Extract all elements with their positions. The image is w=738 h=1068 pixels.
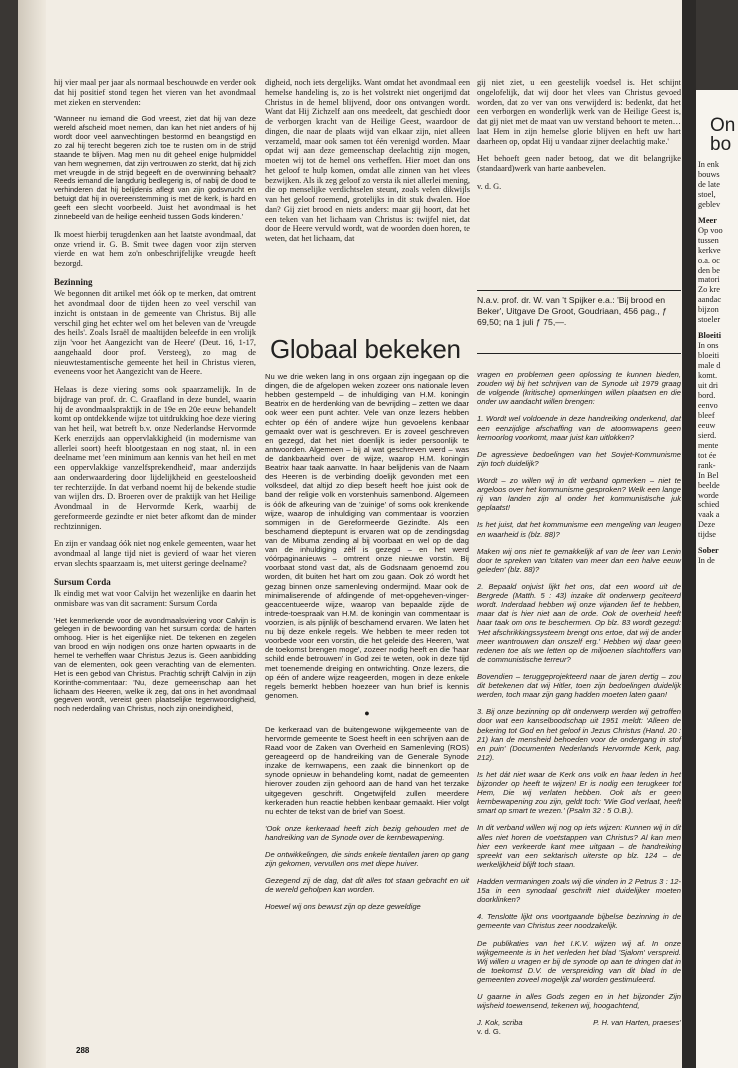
letter-paragraph: De agressieve bedoelingen van het Sovjet-Kommunisme zijn toch duidelijk? [477, 449, 681, 468]
section-heading-bezinning: Bezinning [54, 276, 93, 287]
paragraph: Ik moest hierbij terugdenken aan het laatste avondmaal, dat onze vriend ir. G. B. Smit twee dagen voor zijn sterven vierde en wat hem zo'n onbeschrijfelijke vreugde heeft bezorgd. [54, 229, 256, 268]
binding-gap [682, 0, 696, 1068]
facing-text-line: de late [698, 179, 720, 189]
facing-text-line: tussen [698, 235, 719, 245]
facing-text-line: sierd. [698, 430, 717, 440]
facing-text-line: tijdse [698, 530, 716, 540]
facing-text-line: kerkve [698, 245, 721, 255]
facing-text-line: Deze [698, 520, 716, 530]
letter-paragraph: Bovendien – teruggeprojekteerd naar de jaren dertig – zou dit betekenen dat wij Hitler, toen zijn bedoelingen duidelijk werden, toch maar zijn gang hadden moeten laten gaan! [477, 671, 681, 700]
facing-heading: Sober [698, 546, 719, 556]
page-gutter-shadow [18, 0, 46, 1068]
letter-paragraph: De publikaties van het I.K.V. wijzen wij af. In onze wijkgemeente is in het verleden het blad 'Sjalom' verspreid. Wij willen u vragen er bij de synode op aan te dringen dat in de toekomst D.V. de verspreiding van dit blad in de gemeenten zoveel mogelijk zal worden gestimuleerd. [477, 938, 681, 985]
facing-text-line: bleef [698, 410, 715, 420]
facing-headline: On [710, 115, 736, 136]
paragraph: Helaas is deze viering soms ook spaarzamelijk. In de bijdrage van prof. dr. C. Graafland in deze bundel, waarin hij de avondmaalspraktijk in de 19e en 20e eeuw behandelt komt op ontdekkende wijze tot uitdrukking hoe deze viering van het heil, wat betreft b.v. onze Nederlandse Hervormde Kerk enerzijds aan oppervlakkigheid (in modernisme van allerlei soort) heeft blootgestaan en nog staat, nl. in een deelname met 'een minimum aan kennis van het heil en met een oppervlakkige vanzelfsprekendheid', maar anderzijds aan onderwaardering door lijdelijkheid en geesteloosheid ter rechterzijde. In dat verband noemt hij de bekende studie van wijlen drs. D. Broeren over de praktijk van het Heilige Avondmaal in de Hervormde Kerk, waarbij de gereformeerde gezindte er niet beter afkomt dan de minder rechtzinnigen. [54, 385, 256, 531]
facing-text-line: stoel, [698, 189, 716, 199]
letter-paragraph: De ontwikkelingen, die sinds enkele tientallen jaren op gang zijn gekomen, vervullen ons met diepe huiver. [265, 850, 469, 869]
paragraph: Het behoeft geen nader betoog, dat we dit belangrijke (standaard)werk van harte aanbevelen. [477, 154, 681, 173]
facing-text-line: den be [698, 265, 720, 275]
facing-text-line: worde [698, 490, 719, 500]
column-2 [265, 78, 470, 328]
facing-text-line: geblev [698, 199, 721, 209]
facing-text-line: bouws [698, 169, 720, 179]
facing-heading: Bloeiti [698, 331, 722, 341]
page-number: 288 [76, 1046, 90, 1055]
letter-paragraph: Is het dát niet waar de Kerk ons volk en haar leden in het bijzonder op heeft te wijzen! Er is nodig een terugkeer tot Hem, Die wij verlaten hebben. Ook als er geen kernbewapening zou zijn, geldt toch: 'Wie God verlaat, heeft smart op smart te vrezen.' (Psalm 32 : 5 O.B.). [477, 769, 681, 816]
column-4 [265, 372, 469, 1022]
facing-text-line: male d [698, 361, 721, 371]
facing-text-line: eeuw [698, 420, 716, 430]
facing-text-line: uit dri [698, 381, 719, 391]
letter-paragraph: 4. Tenslotte lijkt ons voortgaande bijbelse bezinning in de gemeente van Christus zeer noodzakelijk. [477, 912, 681, 931]
facing-text-line: In enk [698, 160, 719, 169]
facing-text-line: Zo kre [698, 285, 720, 295]
letter-paragraph: 'Ook onze kerkeraad heeft zich bezig gehouden met de handreiking van de Synode over de kernbewapening. [265, 823, 469, 842]
author-signature: v. d. G. [477, 181, 502, 191]
facing-text-line: vaak a [698, 510, 720, 520]
facing-text-line: In ons [698, 341, 719, 351]
column-5 [477, 370, 681, 1037]
facing-text-line: rank- [698, 460, 716, 470]
author-signature: v. d. G. [477, 1027, 501, 1037]
letter-paragraph: Hadden vermaningen zoals wij die vinden in 2 Petrus 3 : 12-15a in een synodaal geschrift niet duidelijker moeten doorklinken? [477, 877, 681, 905]
paragraph: Ik eindig met wat voor Calvijn het wezenlijke en daarin het onmisbare was van dit sacrament: Sursum Corda [54, 589, 256, 608]
facing-text-line: o.a. oc [698, 255, 720, 265]
letter-paragraph: Hoewel wij ons bewust zijn op deze geweldige [265, 902, 421, 912]
column-1 [54, 78, 256, 1030]
facing-heading: Meer [698, 215, 717, 225]
letter-paragraph: Gezegend zij de dag, dat dit alles tot staan gebracht en uit de wereld geholpen kan worden. [265, 876, 469, 895]
column-3 [477, 78, 681, 278]
facing-text-line: In de [698, 556, 715, 566]
paragraph: hij vier maal per jaar als normaal beschouwde en verder ook dat hij positief stond tegen het vieren van het avondmaal met zieken en stervenden: [54, 78, 256, 107]
facing-text-line: bijzon [698, 305, 719, 315]
facing-text-line: stoeler [698, 315, 721, 325]
paragraph: Nu we drie weken lang in ons orgaan zijn ingegaan op die dingen, die de afgelopen weken zozeer ons nationale leven hebben gestempeld – de inhuldiging van H.M. koningin Beatrix en de herdenking van de bevrijding – zetten we daar ook weer een punt achter. Vele van onze lezers hebben echter op één of andere wijze hun gevoelens kenbaar gemaakt over wat is geschreven. Er is zoveel geschreven en gezegd, dat het niet doenlijk is ieder persoonlijk te antwoorden. Algemeen – bij al wat geschreven werd – was de dankbaarheid over de wijze, waarop H.M. koningin Beatrix haar taak aanvatte. In haar belijdenis van de Naam des Heeren is de verbinding doelijk gevonden met een volksdeel, dat altijd zo diep beseft heeft hoe juist ook de band der religie volk en vorstenhuis samenbond. Algemeen is óók de afkeuring van de 'zuinige' of soms ook krenkende wijze, waarop de inhuldiging van commentaar is voorzien sommigen in de Gereformeerde Gezindte. Als een beschamend dieptepunt is ervaren wat op de zendingsdag van de Mibuma zending al bij voorbaat en wel op de dag van de inhuldiging zèlf is gezegd – en het werd vóórpaginanieuws – omtrent onze nieuwe vorstin. Bij voorbaat stond vast dat, als de Godsnaam genoemd zou worden, dit buiten het hart om zou gaan. Ook zó wordt het gezag binnen onze samenleving ondermijnd. Maar ook de minimaliserende of afdingende of met-opgeheven-vinger-geaccentueerde wijze, waarop van bepaalde zijde de intrede-toespraak van H.M. de koningin van commentaar is voorzien, is als pijnlijk of beschamend ervaren. We laten het nu bij deze enkele regels. We hebben te meer reden tot voorbede voor een vorstin, die het geleide des Heeren, 'wat de toekomst brengen moge', zozeer nodig heeft en die 'haar schild ende betrouwen' in God zei te weten, ook in deze tijd met toenemende dreiging en ontwrichting. Onze lezers, die op één of andere wijze reageerden, mogen in deze enkele regels bemerkt hebben hoezeer van hun brief is kennis genomen. [265, 372, 469, 700]
paragraph: We begonnen dit artikel met óók op te merken, dat omtrent het avondmaal door de tijden heen zo veel verschil van inzicht is ontstaan in de gemeente van Christus. Bij alle verschil ging het echter wel om het beleven van de 'vreugde des heils'. Zoals Israël de maaltijden beleefde in een vrolijk zijn 'voor het Aangezicht van de Heere' (Deut. 16, 1-17, aangehaald door prof. Versteeg), zo mag de nieuwtestamentische gemeente het heil in Christus vieren, eveneens voor het Aangezicht van de Heere. [54, 289, 256, 377]
letter-signatories [477, 1018, 681, 1027]
facing-text-line: In Bel [698, 470, 719, 480]
section-heading-sursum-corda: Sursum Corda [54, 576, 111, 587]
letter-paragraph: Is het juist, dat het kommunisme een mengeling van leugen en waarheid is (blz. 88)? [477, 520, 681, 539]
facing-text-line: bloeiti [698, 351, 720, 361]
letter-paragraph: U gaarne in alles Gods zegen en in het bijzonder Zijn wijsheid toewensend, tekenen wij, hoogachtend, [477, 992, 681, 1011]
calvin-quote: 'Wanneer nu iemand die God vreest, ziet dat hij van deze wereld afscheid moet nemen, dan kan het niet anders of hij wordt door veel aanvechtingen bestormd en beangstigd en zo zal hij terecht begeren zich toe te rusten om in de strijd staande te blijven. Mag men nu dit geheel enige hulpmiddel van hem wegnemen, dat zijn vertrouwen zo sterkt, dat hij zich met vreugde in de strijd begeeft en de overwinning behaalt? Reeds iemand die langdurig bedlegerig is, of nabij de dood te verhinderen dat hij belijdenis aflegt van zijn godsvrucht en betuigt dat hij in overeenstemming is met de kerk, is hard en geeft een slecht voorbeeld. Juist het avondmaal is het zinnebeeld van de heilige eenheid tussen Gods kinderen.' [54, 114, 256, 221]
letter-paragraph: Wordt – zo willen wij in dit verband opmerken – niet te argeloos over het kommunisme gesproken? Welk een lange rij van landen zijn al onder het kommunistische juk geplaatst! [477, 475, 681, 513]
paragraph: En zijn er vandaag óók niet nog enkele gemeenten, waar het avondmaal al lange tijd niet is gevierd of waar het vieren ervan slechts spaarzaam is, met uiterst geringe deelname? [54, 539, 256, 568]
praeses-signature: P. H. van Harten, praeses' [593, 1018, 681, 1028]
facing-text-line: eenvo [698, 400, 718, 410]
facing-text-line: Op voo [698, 225, 723, 235]
letter-paragraph: Maken wij ons niet te gemakkelijk af van de leer van Lenin door te spreken van 'citaten van meer dan een halve eeuw geleden' (blz. 88)? [477, 546, 681, 574]
letter-paragraph: 3. Bij onze bezinning op dit onderwerp werden wij getroffen door wat een kanselboodschap uit 1951 meldt: 'Alleen de bekering tot God en het geloof in Jezus Christus (Hand. 20 : 21) kan de mensheid behoeden voor de ondergang in stof en puin' (Documenten Nederlands Hervormde Kerk, pag. 212). [477, 707, 681, 762]
facing-text-line: aandac [698, 295, 722, 305]
facing-page-fragment [696, 90, 738, 1068]
paragraph: digheid, noch iets dergelijks. Want omdat het avondmaal een hemelse handeling is, zo is het volstrekt niet ongerijmd dat Christus in de hemel blijvend, door ons ontvangen wordt. Want dat Hij Zichzelf aan ons meedeelt, dat geschiedt door de verborgen kracht van de Heilige Geest, waardoor de dingen, die naar de plaats wijd van elkaar zijn, niet alleen verzameld, maar ook samen tot één verenigd worden. Maar opdat wij aan deze gemeenschap deelachtig zijn mogen, moeten wij tot de hemel ons verheffen. Hier moet dan ons het geloof te hulp komen, omdat alle zinnen van het vlees bezwijken. Als ik zeg geloof zo versta ik niet allerlei mening, die op menselijke verdichtselen steunt, zoals velen dikwijls van het geloof roemend, grotelijks in dit stuk dwalen. Hoe dan? Gij ziet brood en niets anders: maar gij hoort, dat het een teken van het lichaam van Christus is: twijfel niet, dat door de Heere vervuld wordt, wat de woorden doen horen, te weten, dat het lichaam, dat [265, 78, 470, 243]
letter-paragraph: In dit verband willen wij nog op iets wijzen: Kunnen wij in dit alles niet horen de voetstappen van Christus? Al kan men hier een verkeerde kant mee uitgaan – de handreiking spreekt van een sektarisch uiterste op blz. 124 – de werkelijkheid blijft toch staan. [477, 823, 681, 869]
book-reference: N.a.v. prof. dr. W. van 't Spijker e.a.: 'Bij brood en Beker', Uitgave De Groot, Goudriaan, 456 pag., ƒ 69,50; na 1 juli ƒ 75,—. [477, 290, 681, 354]
facing-text-line: tot ée [698, 450, 717, 460]
quote-block: 'Het kenmerkende voor de avondmaalsviering voor Calvijn is gelegen in de bewoording van het sursum corda: de harten omhoog. Hier is het eigenlijke niet. De tekenen en zegelen van brood en wijn nodigen ons onze harten opwaarts in de hemel te verheffen waar Christus Jezus is. Geen aanbidding van de elementen, ook geen verachting van de elementen. Het is een gebod van Christus. Prachtig schrijft Calvijn in zijn Korinthe-commentaar: 'Nu, deze gemeenschap aan het lichaam des Heeren, welke ik zeg, dat ons in het avondmaal gegeven wordt, vereist geen plaatselijke tegenwoordigheid, noch nederdaling van Christus, noch zijn oneindigheid, [54, 615, 256, 714]
facing-text-line: beelde [698, 480, 720, 490]
facing-text-line: matori [698, 275, 720, 285]
scriba-signature: J. Kok, scriba [477, 1018, 523, 1028]
facing-text-line: bord. [698, 390, 716, 400]
magazine-page [18, 0, 682, 1068]
facing-text-line: mente [698, 440, 719, 450]
letter-paragraph: 1. Wordt wel voldoende in deze handreiking onderkend, dat een eenzijdige afschaffing van de atoomwapens geen kernoorlog voorkomt, maar juist kan uitlokken? [477, 414, 681, 442]
paragraph: De kerkeraad van de buitengewone wijkgemeente van de hervormde gemeente te Soest heeft in een schrijven aan de Raad voor de Zaken van Overheid en Samenleving (ROS) gereageerd op de handreiking van de Generale Synode inzake de kernwapens, een zaak die binnenkort op de synode opnieuw in behandeling komt, nadat de gemeenten hierover zouden zijn gehoord aan de hand van het terzake uitgegeven geschrift. Ongetwijfeld zullen meerdere kerkeraden hun reactie hebben kenbaar gemaakt. Hier volgt nu echter de tekst van de brief van Soest. [265, 724, 469, 816]
separator-dot: ● [364, 707, 370, 718]
letter-paragraph: 2. Bepaald onjuist lijkt het ons, dat een woord uit de Bergrede (Matth. 5 : 43) inzake dit onderwerp geciteerd wordt. Inderdaad hebben wij onze vijanden lief te hebben, maar dat is hier niet aan de orde. Ook de overheid heeft haar taak om ons te beschermen. Op blz. 83 wordt gezegd: 'Het afschrikkingssysteem brengt ons ertoe, dat wij de ander meer wantrouwen dan onszelf erg.' Hebben wij daar geen redenen toe als we letten op de miljoenen slachtoffers van de communistische terreur? [477, 581, 681, 664]
paragraph: gij niet ziet, u een geestelijk voedsel is. Het schijnt ongelofelijk, dat wij door het vlees van Christus gevoed worden, dat zo ver van ons verwijderd is: bedenkt, dat het een verborgen en wonderlijk werk van de Heilige Geest is, dat gij niet met de maat van uw verstand behoort te meten… laat Hem in zijn hemelse glorie blijven en heft uw hart daarheen op, opdat Hij u vandaar zijner deelachtig make.' [477, 78, 681, 146]
facing-headline: bo [710, 134, 732, 155]
facing-text-line: schied [698, 500, 720, 510]
section-headline: Globaal bekeken [270, 334, 461, 364]
letter-paragraph: vragen en problemen geen oplossing te kunnen bieden, zouden wij bij het schrijven van de Synode uit 1979 graag de volgende (kritische) opmerkingen willen plaatsen en die onder uw aandacht willen brengen: [477, 370, 681, 407]
facing-text-line: komt. [698, 371, 718, 381]
